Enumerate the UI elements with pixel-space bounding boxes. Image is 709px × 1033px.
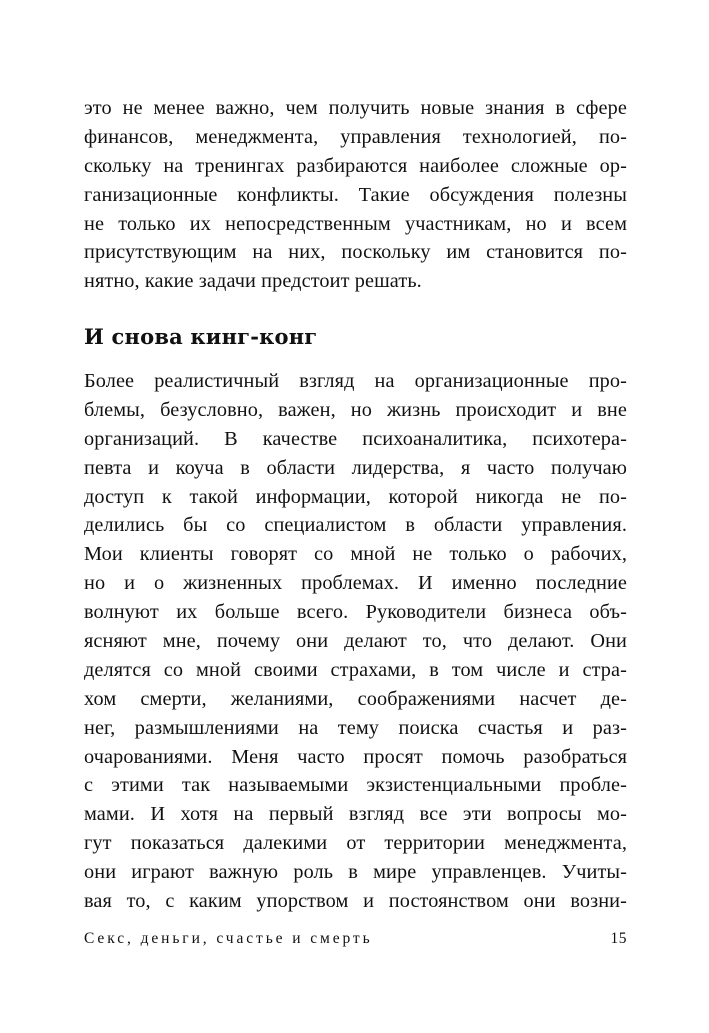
running-footer <box>84 930 627 950</box>
paragraph-line: вая то, с каким упорством и постоянством они возни- <box>84 890 627 913</box>
paragraph-line: нятно, какие задачи предстоит решать. <box>84 270 422 293</box>
paragraph-line: хом смерти, желаниями, соображениями насчет де- <box>84 687 627 710</box>
paragraph-line: волнуют их больше всего. Руководители бизнеса объ- <box>84 601 627 624</box>
paragraph-line: очарованиями. Меня часто просят помочь разобраться <box>84 745 627 768</box>
paragraph-line: нег, размышлениями на тему поиска счастья и раз- <box>84 716 627 739</box>
paragraph-line: организаций. В качестве психоаналитика, психотера- <box>84 427 627 450</box>
paragraph-line: доступ к такой информации, которой никогда не по- <box>84 485 627 508</box>
paragraph-line: финансов, менеджмента, управления технологией, по- <box>84 125 627 148</box>
paragraph-line: Более реалистичный взгляд на организационные про- <box>84 370 627 392</box>
paragraph-line: не только их непосредственным участникам, но и всем <box>84 212 627 235</box>
paragraph-line: ясняют мне, почему они делают то, что делают. Они <box>84 630 627 653</box>
paragraph-line: ганизационные конфликты. Такие обсуждения полезны <box>84 183 627 206</box>
paragraph-line: певта и коуча в области лидерства, я часто получаю <box>84 456 627 479</box>
book-title: Секс, деньги, счастье и смерть <box>84 930 373 947</box>
paragraph-line: мами. И хотя на первый взгляд все эти вопросы мо- <box>84 803 627 826</box>
paragraph-line: скольку на тренингах разбираются наиболее сложные ор- <box>84 154 627 177</box>
section-heading: И снова кинг-конг <box>84 324 318 349</box>
paragraph-line: это не менее важно, чем получить новые знания в сфере <box>84 97 627 119</box>
paragraph-line: делятся со мной своими страхами, в том числе и стра- <box>84 658 627 681</box>
paragraph-line: но и о жизненных проблемах. И именно последние <box>84 572 627 595</box>
paragraph-line: блемы, безусловно, важен, но жизнь происходит и вне <box>84 398 627 421</box>
paragraph-line: Мои клиенты говорят со мной не только о рабочих, <box>84 543 627 566</box>
paragraph-line: гут показаться далекими от территории менеджмента, <box>84 832 627 855</box>
paragraph-intro <box>84 94 627 296</box>
paragraph-main <box>84 367 627 916</box>
page-number: 15 <box>610 930 627 947</box>
paragraph-line: они играют важную роль в мире управленцев. Учиты- <box>84 861 627 884</box>
paragraph-line: с этими так называемыми экзистенциальными пробле- <box>84 774 627 797</box>
paragraph-line: присутствующим на них, поскольку им становится по- <box>84 241 627 264</box>
paragraph-line: делились бы со специалистом в области управления. <box>84 514 627 537</box>
